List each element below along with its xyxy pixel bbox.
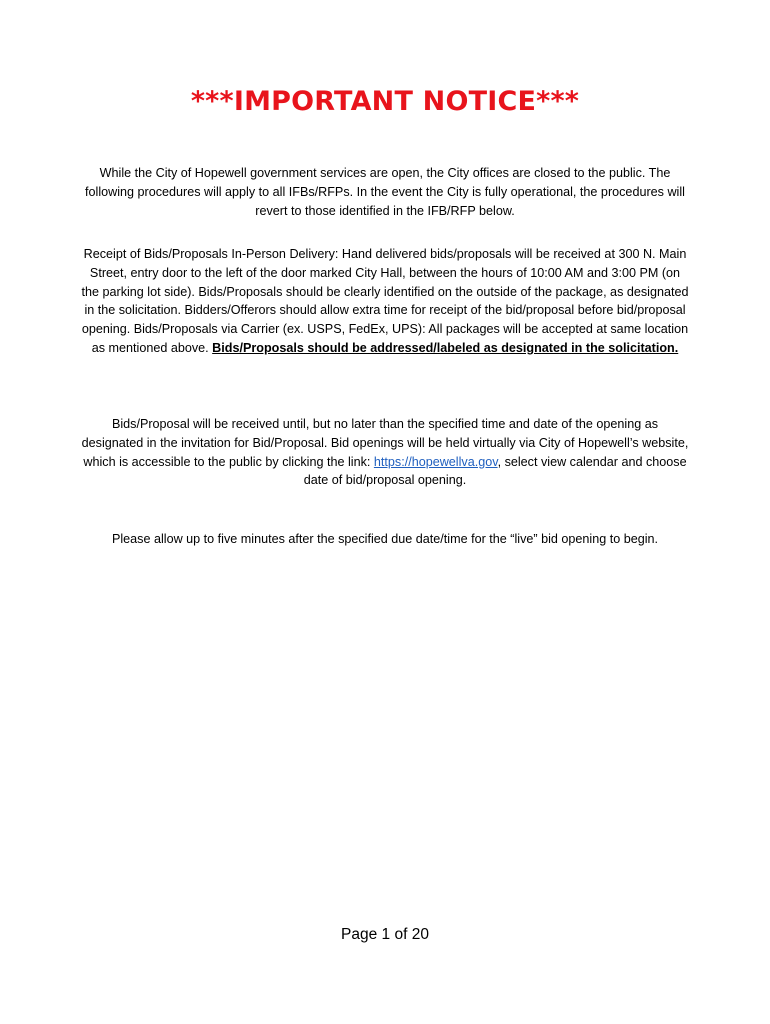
- hopewell-website-link[interactable]: https://hopewellva.gov: [373, 454, 498, 469]
- paragraph-offices-closed: While the City of Hopewell government services are open, the City offices are closed to the public. The following procedures will apply to all IFBs/RFPs. In the event the City is fully operational, the procedures will revert to those identified in the IFB/RFP below.: [85, 166, 685, 218]
- receipt-of-bids-text: Receipt of Bids/Proposals In-Person Delivery: Hand delivered bids/proposals will be received at 300 N. Main Street, entry door to the left of the door marked City Hall, between the hours of 10:00 AM and 3:00 PM (on the parking lot side). Bids/Proposals should be clearly identified on the outside of the package, as designated in the solicitation. Bidders/Offerors should allow extra time for receipt of the bid/proposal before bid/proposal opening. Bids/Proposals via Carrier (ex. USPS, FedEx, UPS): All packages will be accepted at same location as mentioned above.: [81, 247, 689, 355]
- notice-title: ***IMPORTANT NOTICE***: [190, 86, 580, 117]
- bid-openings-text-end: , select view calendar and choose date of bid/proposal opening.: [303, 454, 687, 488]
- addressed-labeled-emphasis: Bids/Proposals should be addressed/labeled as designated in the solicitation.: [212, 340, 679, 355]
- bid-openings-text: Bids/Proposal will be received until, but no later than the specified time and date of the opening as designated in the invitation for Bid/Proposal. Bid openings will be held virtually via City of Hopewell’s website, which is accessible to the public by clicking the link:: [81, 417, 689, 469]
- paragraph-bid-openings: [80, 415, 690, 490]
- paragraph-receipt-of-bids: [80, 245, 690, 358]
- paragraph-live-opening: Please allow up to five minutes after the specified due date/time for the “live” bid opening to begin.: [111, 532, 659, 546]
- page-number: Page 1 of 20: [341, 926, 429, 943]
